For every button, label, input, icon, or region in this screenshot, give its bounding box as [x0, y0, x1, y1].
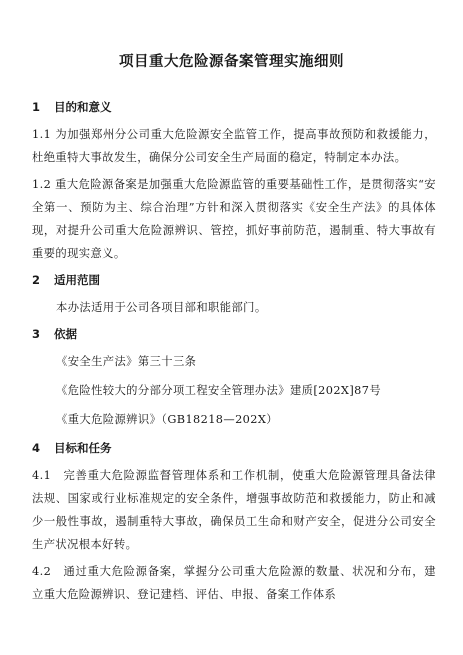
paragraph-scope: 本办法适用于公司各项目部和职能部门。: [56, 301, 267, 314]
section-title: 依据: [54, 327, 77, 341]
section-title: 目的和意义: [54, 100, 112, 114]
reference-item: 《危险性较大的分部分项工程安全管理办法》建质[202X]87号: [56, 384, 382, 397]
section-heading-basis: [32, 323, 436, 346]
section-number: 2: [32, 273, 41, 287]
section-heading-purpose: [32, 96, 436, 119]
section-heading-goals: [32, 437, 436, 460]
document-title: 项目重大危险源备案管理实施细则: [119, 54, 344, 70]
reference-item: 《重大危险源辨识》（GB18218—202X）: [56, 413, 278, 426]
section-heading-scope: [32, 269, 436, 292]
section-number: 3: [32, 327, 41, 341]
paragraph-1-2: 1.2 重大危险源备案是加强重大危险源监管的重要基础性工作，是贯彻落实“安全第一、预防为主、综合治理”方针和深入贯彻落实《安全生产法》的具体体现，对提升公司重大危险源辨识、管控，抓好事前防范，遏制重、特大事故有重要的现实意义。: [32, 178, 436, 260]
document-body: [32, 96, 436, 610]
section-title: 适用范围: [54, 273, 100, 287]
paragraph-1-1: 1.1 为加强郑州分公司重大危险源安全监管工作，提高事故预防和救援能力，杜绝重特大事故发生，确保分公司安全生产局面的稳定，特制定本办法。: [32, 128, 436, 164]
paragraph-4-2: 4.2 通过重大危险源备案，掌握分公司重大危险源的数量、状况和分布，建立重大危险源辨识、登记建档、评估、申报、备案工作体系: [32, 565, 436, 601]
reference-item: 《安全生产法》第三十三条: [56, 355, 197, 368]
paragraph-4-1: 4.1 完善重大危险源监督管理体系和工作机制，使重大危险源管理具备法律法规、国家或行业标准规定的安全条件，增强事故防范和救援能力，防止和减少一般性事故，遏制重特大事故，确保员工生命和财产安全，促进分公司安全生产状况根本好转。: [32, 469, 436, 551]
section-number: 1: [32, 100, 41, 114]
section-number: 4: [32, 441, 41, 455]
section-title: 目标和任务: [54, 441, 112, 455]
